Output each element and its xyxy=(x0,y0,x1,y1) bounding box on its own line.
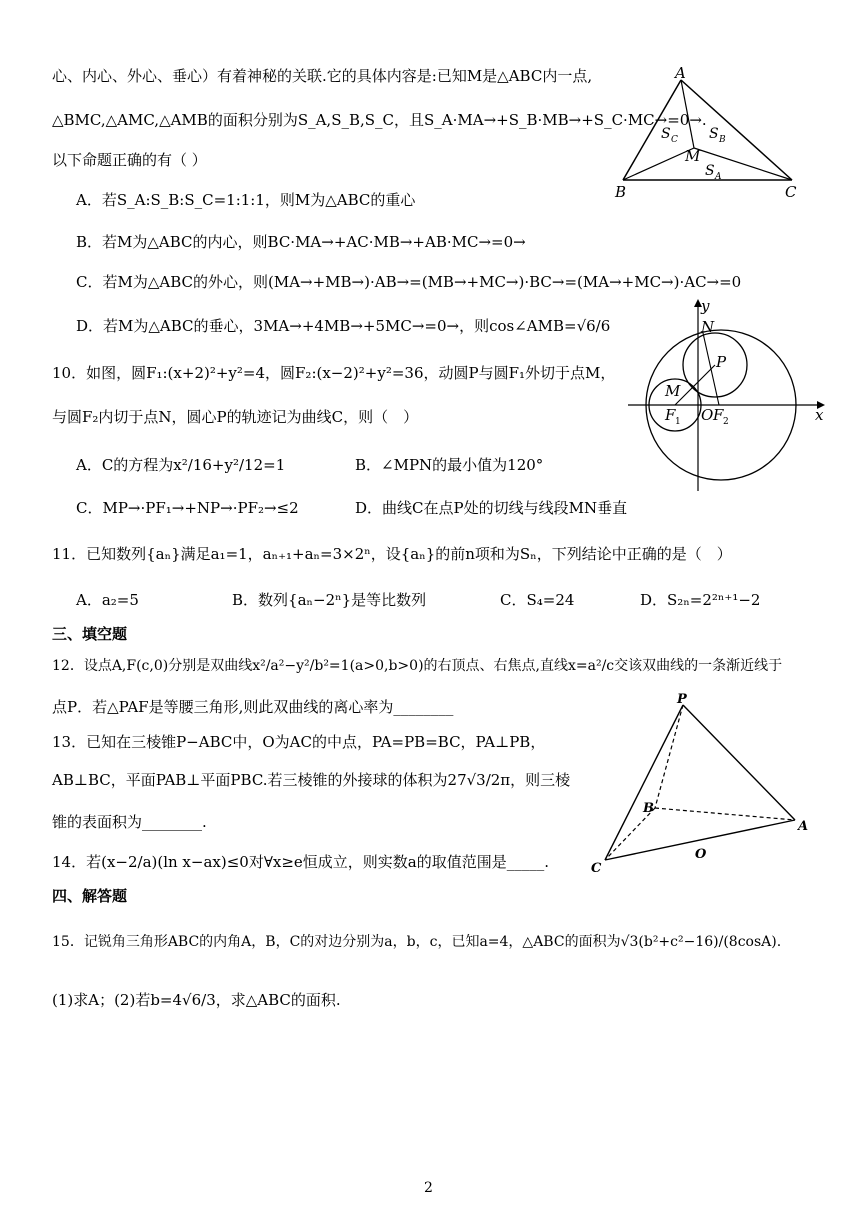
q13-pyramid-figure xyxy=(585,690,815,880)
q12-line1: 12．设点A,F(c,0)分别是双曲线x²/a²−y²/b²=1(a>0,b>0)的右顶点、右焦点,直线x=a²/c交该双曲线的一条渐近线于 xyxy=(52,658,783,674)
q11-option-d: D．S₂ₙ=2²ⁿ⁺¹−2 xyxy=(640,591,761,609)
q11-option-c: C．S₄=24 xyxy=(500,591,575,609)
label-p: P xyxy=(677,692,687,707)
q14-line1: 14．若(x−2/a)(ln x−ax)≤0对∀x≥e恒成立，则实数a的取值范围是_____. xyxy=(52,853,550,871)
q10-option-d: D．曲线C在点P处的切线与线段MN垂直 xyxy=(355,499,628,517)
q9-option-a: A．若S_A:S_B:S_C=1:1:1，则M为△ABC的重心 xyxy=(76,191,416,209)
q15-line2: (1)求A；(2)若b=4√6/3，求△ABC的面积. xyxy=(52,991,341,1009)
q9-line1: 心、内心、外心、垂心）有着神秘的关联.它的具体内容是:已知M是△ABC内一点, xyxy=(52,67,593,85)
label-sa: S xyxy=(705,163,715,179)
label-f1: F xyxy=(665,406,676,424)
label-sa-sub: A xyxy=(715,172,722,182)
section-heading-fill-in: 三、填空题 xyxy=(52,625,128,643)
label-n: N xyxy=(701,318,715,336)
q10-option-c: C．MP→·PF₁→+NP→·PF₂→≤2 xyxy=(76,499,299,517)
q9-option-b: B．若M为△ABC的内心，则BC·MA→+AC·MB→+AB·MC→=0→ xyxy=(76,233,526,251)
label-b: B xyxy=(643,801,654,816)
q12-line2: 点P．若△PAF是等腰三角形,则此双曲线的离心率为________ xyxy=(52,698,454,716)
q10-option-b: B．∠MPN的最小值为120° xyxy=(355,456,544,474)
q9-option-d: D．若M为△ABC的垂心，3MA→+4MB→+5MC→=0→，则cos∠AMB=√6/6 xyxy=(76,317,611,335)
label-sb-sub: B xyxy=(719,135,726,145)
label-f1-sub: 1 xyxy=(675,417,681,427)
q9-triangle-figure xyxy=(605,65,820,205)
label-sc: S xyxy=(661,126,671,142)
q9-line3: 以下命题正确的有（ ） xyxy=(52,151,207,169)
q11-line1: 11．已知数列{aₙ}满足a₁=1，aₙ₊₁+aₙ=3×2ⁿ，设{aₙ}的前n项和为Sₙ，下列结论中正确的是（ ） xyxy=(52,545,732,563)
label-a: A xyxy=(798,819,809,834)
label-c: C xyxy=(591,861,602,876)
label-f2: F xyxy=(713,406,724,424)
label-sb: S xyxy=(709,126,719,142)
label-b: B xyxy=(615,183,627,201)
q10-line2: 与圆F₂内切于点N，圆心P的轨迹记为曲线C，则（ ） xyxy=(52,408,419,426)
label-f2-sub: 2 xyxy=(723,417,729,427)
q10-line1: 10．如图，圆F₁:(x+2)²+y²=4，圆F₂:(x−2)²+y²=36，动圆P与圆F₁外切于点M， xyxy=(52,364,616,382)
label-c: C xyxy=(785,183,797,201)
q11-option-a: A．a₂=5 xyxy=(76,591,139,609)
label-m: M xyxy=(685,147,701,165)
label-x: x xyxy=(815,406,824,424)
label-a: A xyxy=(675,65,686,82)
label-y: y xyxy=(701,297,710,315)
q9-option-c: C．若M为△ABC的外心，则(MA→+MB→)·AB→=(MB→+MC→)·BC→=(MA→+MC→)·AC→=0 xyxy=(76,273,742,291)
q11-option-b: B．数列{aₙ−2ⁿ}是等比数列 xyxy=(232,591,427,609)
label-o: O xyxy=(695,847,707,862)
q10-option-a: A．C的方程为x²/16+y²/12=1 xyxy=(76,456,286,474)
q9-line2: △BMC,△AMC,△AMB的面积分别为S_A,S_B,S_C，且S_A·MA→+S_B·MB→+S_C·MC→=0→. xyxy=(52,111,707,129)
q13-line1: 13．已知在三棱锥P−ABC中，O为AC的中点，PA=PB=BC，PA⊥PB， xyxy=(52,733,546,751)
q13-line2: AB⊥BC，平面PAB⊥平面PBC.若三棱锥的外接球的体积为27√3/2π，则三棱 xyxy=(52,771,571,789)
section-heading-answers: 四、解答题 xyxy=(52,887,128,905)
q15-line1: 15．记锐角三角形ABC的内角A，B，C的对边分别为a，b，c，已知a=4，△ABC的面积为√3(b²+c²−16)/(8cosA). xyxy=(52,934,782,950)
page-number: 2 xyxy=(424,1180,433,1196)
label-o: O xyxy=(701,406,714,424)
q10-circles-figure xyxy=(625,295,830,495)
q13-line3: 锥的表面积为________. xyxy=(52,813,207,831)
label-sc-sub: C xyxy=(671,135,678,145)
label-m: M xyxy=(665,382,681,400)
label-p: P xyxy=(716,353,727,371)
